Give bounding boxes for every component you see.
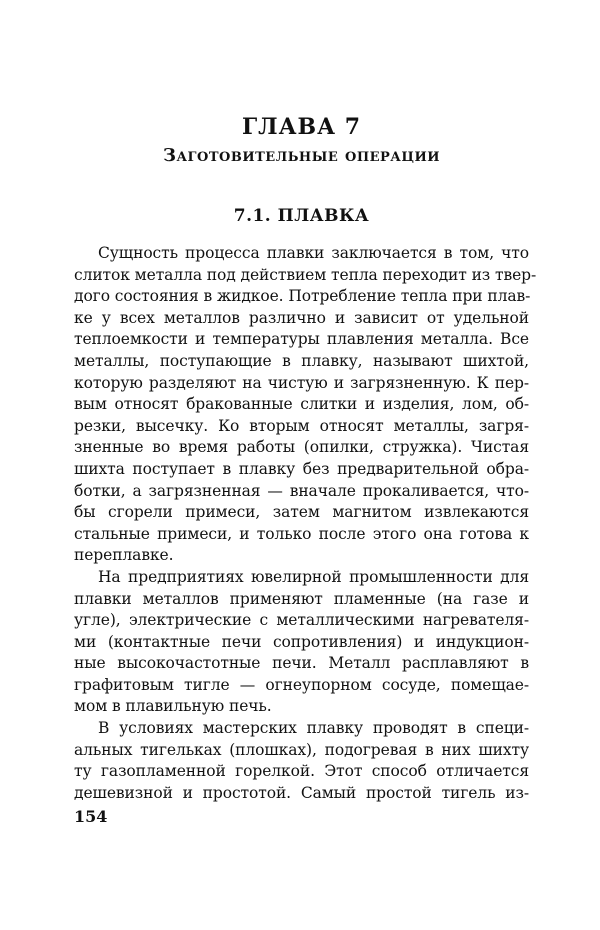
body-text: [74, 243, 537, 804]
text-line: стальные примеси, и только после этого она готова к: [74, 524, 529, 543]
text-line: бы сгорели примеси, затем магнитом извлекаются: [74, 503, 529, 522]
text-line: плавки металлов применяют пламенные (на газе и: [74, 589, 529, 608]
text-line: ми (контактные печи сопротивления) и индукцион-: [74, 632, 529, 651]
text-line: переплавке.: [74, 546, 174, 565]
section-title: 7.1. ПЛАВКА: [233, 206, 370, 226]
text-line: дого состояния в жидкое. Потребление тепла при плав-: [74, 287, 531, 306]
page-number: 154: [74, 807, 108, 826]
text-line: которую разделяют на чистую и загрязненную. К пер-: [74, 373, 529, 392]
text-line: графитовым тигле — огнеупорном сосуде, помещае-: [74, 675, 529, 694]
text-line: теплоемкости и температуры плавления металла. Все: [74, 330, 529, 349]
text-line: альных тигельках (плошках), подогревая в них шихту: [74, 740, 529, 759]
text-line: ботки, а загрязненная — вначале прокаливается, что-: [74, 481, 529, 500]
text-line: шихта поступает в плавку без предварительной обра-: [74, 459, 529, 478]
text-line: На предприятиях ювелирной промышленности для: [98, 567, 529, 586]
text-line: угле), электрические с металлическими нагревателя-: [74, 611, 529, 630]
chapter-title: Заготовительные операции: [162, 145, 441, 166]
text-line: слиток металла под действием тепла переходит из твер-: [74, 265, 537, 284]
text-line: ные высокочастотные печи. Металл расплавляют в: [74, 654, 529, 673]
text-line: металлы, поступающие в плавку, называют шихтой,: [74, 351, 529, 370]
text-line: резки, высечку. Ко вторым относят металлы, загря-: [74, 416, 529, 435]
text-line: зненные во время работы (опилки, стружка). Чистая: [74, 438, 529, 457]
text-line: ту газопламенной горелкой. Этот способ отличается: [74, 762, 529, 781]
chapter-label: ГЛАВА 7: [241, 114, 362, 140]
text-line: дешевизной и простотой. Самый простой тигель из-: [74, 783, 529, 802]
book-page: [74, 0, 537, 930]
text-line: вым относят бракованные слитки и изделия, лом, об-: [74, 395, 529, 414]
text-line: Сущность процесса плавки заключается в том, что: [98, 244, 529, 262]
text-line: В условиях мастерских плавку проводят в специ-: [98, 719, 529, 738]
text-line: мом в плавильную печь.: [74, 697, 272, 716]
text-line: ке у всех металлов различно и зависит от удельной: [74, 308, 529, 327]
